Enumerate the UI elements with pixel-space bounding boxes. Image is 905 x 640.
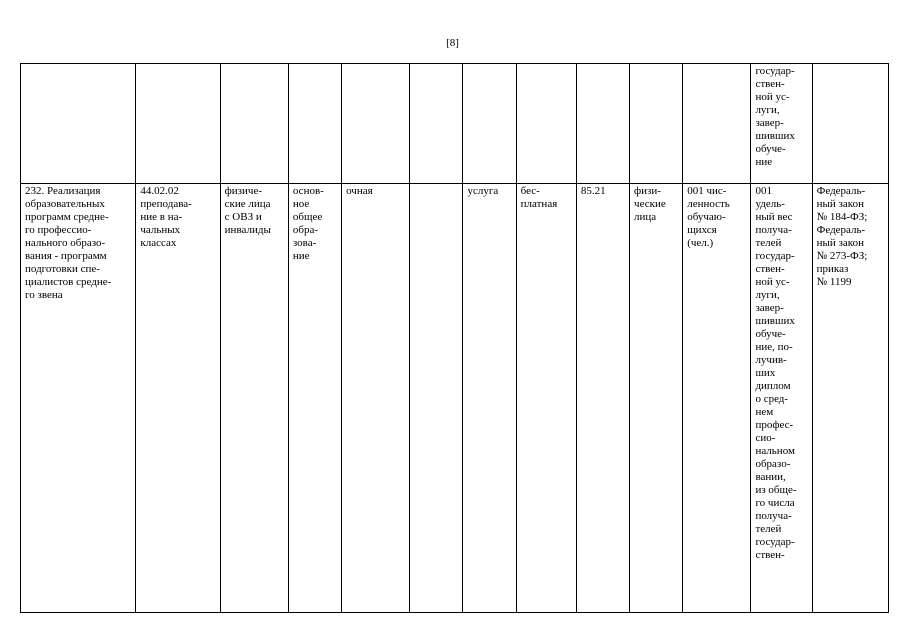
cell-volume-indicator — [683, 64, 751, 184]
cell-consumers — [630, 64, 683, 184]
cell-volume-indicator: 001 чис- ленность обучаю- щихся (чел.) — [683, 184, 751, 613]
cell-service-name: 232. Реализация образовательных программ средне- го профессио- нального образо- вания - программ подготовки спе- циалистов средне- го звена — [21, 184, 136, 613]
cell-education-base — [288, 64, 341, 184]
cell-category — [220, 64, 288, 184]
cell-consumers: физи- ческие лица — [630, 184, 683, 613]
cell-quality-indicator: государ- ствен- ной ус- луги, завер- шивших обуче- ние — [751, 64, 812, 184]
table-row-continuation — [21, 64, 889, 184]
cell-empty — [410, 64, 463, 184]
cell-payment: бес- платная — [516, 184, 576, 613]
cell-form: очная — [342, 184, 410, 613]
cell-type — [463, 64, 516, 184]
cell-service-name — [21, 64, 136, 184]
cell-legal-basis: Федераль- ный закон № 184-ФЗ; Федераль- ный закон № 273-ФЗ; приказ № 1199 — [812, 184, 888, 613]
cell-type: услуга — [463, 184, 516, 613]
services-registry-table — [20, 63, 889, 613]
cell-specialty — [136, 64, 220, 184]
table-row-232 — [21, 184, 889, 613]
cell-okved — [576, 64, 629, 184]
cell-category: физиче- ские лица с ОВЗ и инвалиды — [220, 184, 288, 613]
cell-okved: 85.21 — [576, 184, 629, 613]
cell-form — [342, 64, 410, 184]
cell-empty — [410, 184, 463, 613]
cell-specialty: 44.02.02 преподава- ние в на- чальных классах — [136, 184, 220, 613]
cell-education-base: основ- ное общее обра- зова- ние — [288, 184, 341, 613]
page-number: [8] — [446, 37, 459, 49]
cell-quality-indicator: 001 удель- ный вес получа- телей государ- ствен- ной ус- луги, завер- шивших обуче- ние, по- лучив- ших диплом о сред- нем профес- сио- нальном образо- вании, из обще- го числа получа- телей государ- ствен- — [751, 184, 812, 613]
cell-legal-basis — [812, 64, 888, 184]
cell-payment — [516, 64, 576, 184]
